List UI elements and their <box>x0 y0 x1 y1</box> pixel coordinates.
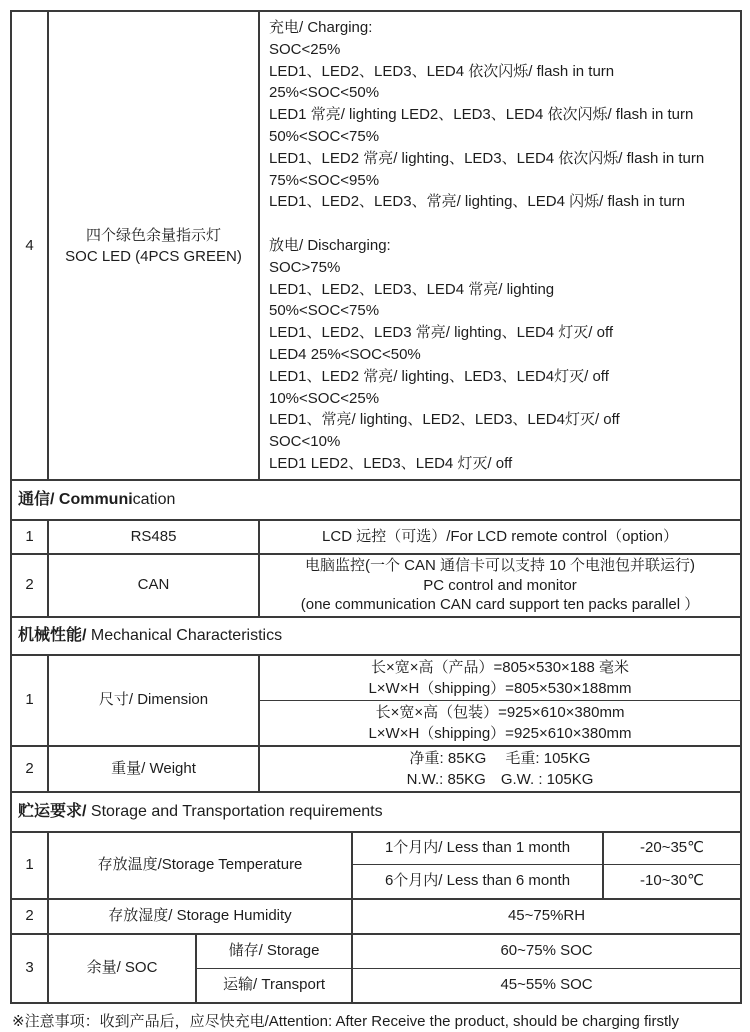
section-title-rest: Mechanical Characteristics <box>86 626 283 644</box>
led-line: 50%<SOC<75% <box>269 127 380 145</box>
row-number: 2 <box>11 554 48 617</box>
row-number: 1 <box>11 655 48 746</box>
row-storage-humidity <box>11 899 741 934</box>
led-line: LED4 25%<SOC<50% <box>269 345 421 363</box>
can-value-line3: (one communication CAN card support ten packs parallel ） <box>300 596 700 613</box>
section-title-rest: cation <box>132 491 176 508</box>
led-line: LED1 LED2、LED3、LED4 灯灭/ off <box>269 454 513 472</box>
weight-value-en: N.W.: 85KG G.W. : 105KG <box>406 770 594 788</box>
dimension-product-cn: 长×宽×高（产品）=805×530×188 毫米 <box>370 658 630 676</box>
led-line: LED1、LED2 常亮/ lighting、LED3、LED4 依次闪烁/ flash in turn <box>269 149 705 167</box>
row-section-mechanical <box>11 617 741 655</box>
item-name-soc-led <box>48 11 259 480</box>
row-number: 4 <box>11 11 48 480</box>
section-title-bold: 通信/ Communi <box>18 491 133 508</box>
spec-table <box>10 10 742 1004</box>
led-line: SOC<25% <box>269 40 341 58</box>
dimension-package-en: L×W×H（shipping）=925×610×380mm <box>368 724 632 742</box>
led-line: LED1、LED2、LED3 常亮/ lighting、LED4 灯灭/ off <box>269 324 614 342</box>
dimension-product <box>259 655 741 701</box>
section-header-communication <box>11 480 741 520</box>
attention-note: ※注意事项：收到产品后，应尽快充电/Attention: After Receive the product, should be charging firstly <box>12 1012 679 1030</box>
row-can <box>11 554 741 617</box>
row-section-storage <box>11 792 741 832</box>
item-name-weight: 重量/ Weight <box>48 746 259 792</box>
item-name-dimension: 尺寸/ Dimension <box>48 655 259 746</box>
can-value-line1: 电脑监控(一个 CAN 通信卡可以支持 10 个电池包并联运行) <box>304 557 696 574</box>
temp-row1-label: 1个月内/ Less than 1 month <box>352 832 603 865</box>
led-line: LED1、LED2、LED3、LED4 依次闪烁/ flash in turn <box>269 62 615 80</box>
soc-row1-value: 60~75% SOC <box>352 934 741 969</box>
temp-row2-label: 6个月内/ Less than 6 month <box>352 864 603 899</box>
led-line-spacer <box>269 213 734 235</box>
section-title-bold: 贮运要求/ <box>18 802 87 820</box>
led-line: 充电/ Charging: <box>269 19 373 36</box>
row-number: 1 <box>11 520 48 554</box>
weight-value <box>259 746 741 792</box>
dimension-package-cn: 长×宽×高（包装）=925×610×380mm <box>375 703 625 721</box>
section-header-storage <box>11 792 741 832</box>
led-line: LED1 常亮/ lighting LED2、LED3、LED4 依次闪烁/ flash in turn <box>269 106 694 124</box>
row-soc <box>11 934 741 969</box>
row-number: 2 <box>11 746 48 792</box>
led-line: SOC>75% <box>269 258 341 276</box>
rs485-value: LCD 远控（可选）/For LCD remote control（option） <box>259 520 741 554</box>
weight-value-cn: 净重: 85KG 毛重: 105KG <box>409 749 591 767</box>
row-weight <box>11 746 741 792</box>
temp-row2-value: -10~30℃ <box>603 864 741 899</box>
row-storage-temperature <box>11 832 741 865</box>
item-name-storage-humidity: 存放湿度/ Storage Humidity <box>48 899 352 934</box>
item-name-cn: 四个绿色余量指示灯 <box>85 226 221 244</box>
row-section-communication <box>11 480 741 520</box>
led-line: 10%<SOC<25% <box>269 389 380 407</box>
row-rs485 <box>11 520 741 554</box>
led-line: 25%<SOC<50% <box>269 84 380 102</box>
soc-row2-value: 45~55% SOC <box>352 968 741 1003</box>
section-title-bold: 机械性能/ <box>18 626 87 644</box>
humidity-value: 45~75%RH <box>352 899 741 934</box>
led-line: LED1、LED2 常亮/ lighting、LED3、LED4灯灭/ off <box>269 367 609 385</box>
led-line: 50%<SOC<75% <box>269 302 380 320</box>
row-soc-led <box>11 11 741 480</box>
dimension-product-en: L×W×H（shipping）=805×530×188mm <box>368 679 632 697</box>
led-line: LED1、LED2、LED3、LED4 常亮/ lighting <box>269 280 555 298</box>
led-line: SOC<10% <box>269 433 341 451</box>
soc-row2-label: 运输/ Transport <box>196 968 352 1003</box>
item-name-soc: 余量/ SOC <box>48 934 196 1003</box>
dimension-package <box>259 700 741 746</box>
led-line: LED1、LED2、LED3、常亮/ lighting、LED4 闪烁/ flash in turn <box>269 193 686 211</box>
can-value <box>259 554 741 617</box>
row-number: 3 <box>11 934 48 1003</box>
item-name-storage-temperature: 存放温度/Storage Temperature <box>48 832 352 899</box>
item-name-can: CAN <box>48 554 259 617</box>
section-header-mechanical <box>11 617 741 655</box>
section-title-rest: Storage and Transportation requirements <box>86 802 383 820</box>
soc-row1-label: 储存/ Storage <box>196 934 352 969</box>
row-number: 2 <box>11 899 48 934</box>
can-value-line2: PC control and monitor <box>423 576 577 594</box>
item-name-en: SOC LED (4PCS GREEN) <box>65 247 242 265</box>
led-line: 放电/ Discharging: <box>269 236 391 254</box>
led-line: LED1、常亮/ lighting、LED2、LED3、LED4灯灭/ off <box>269 411 620 429</box>
row-dimension <box>11 655 741 701</box>
row-number: 1 <box>11 832 48 899</box>
led-line: 75%<SOC<95% <box>269 171 380 189</box>
led-status-cell <box>259 11 741 480</box>
item-name-rs485: RS485 <box>48 520 259 554</box>
temp-row1-value: -20~35℃ <box>603 832 741 865</box>
